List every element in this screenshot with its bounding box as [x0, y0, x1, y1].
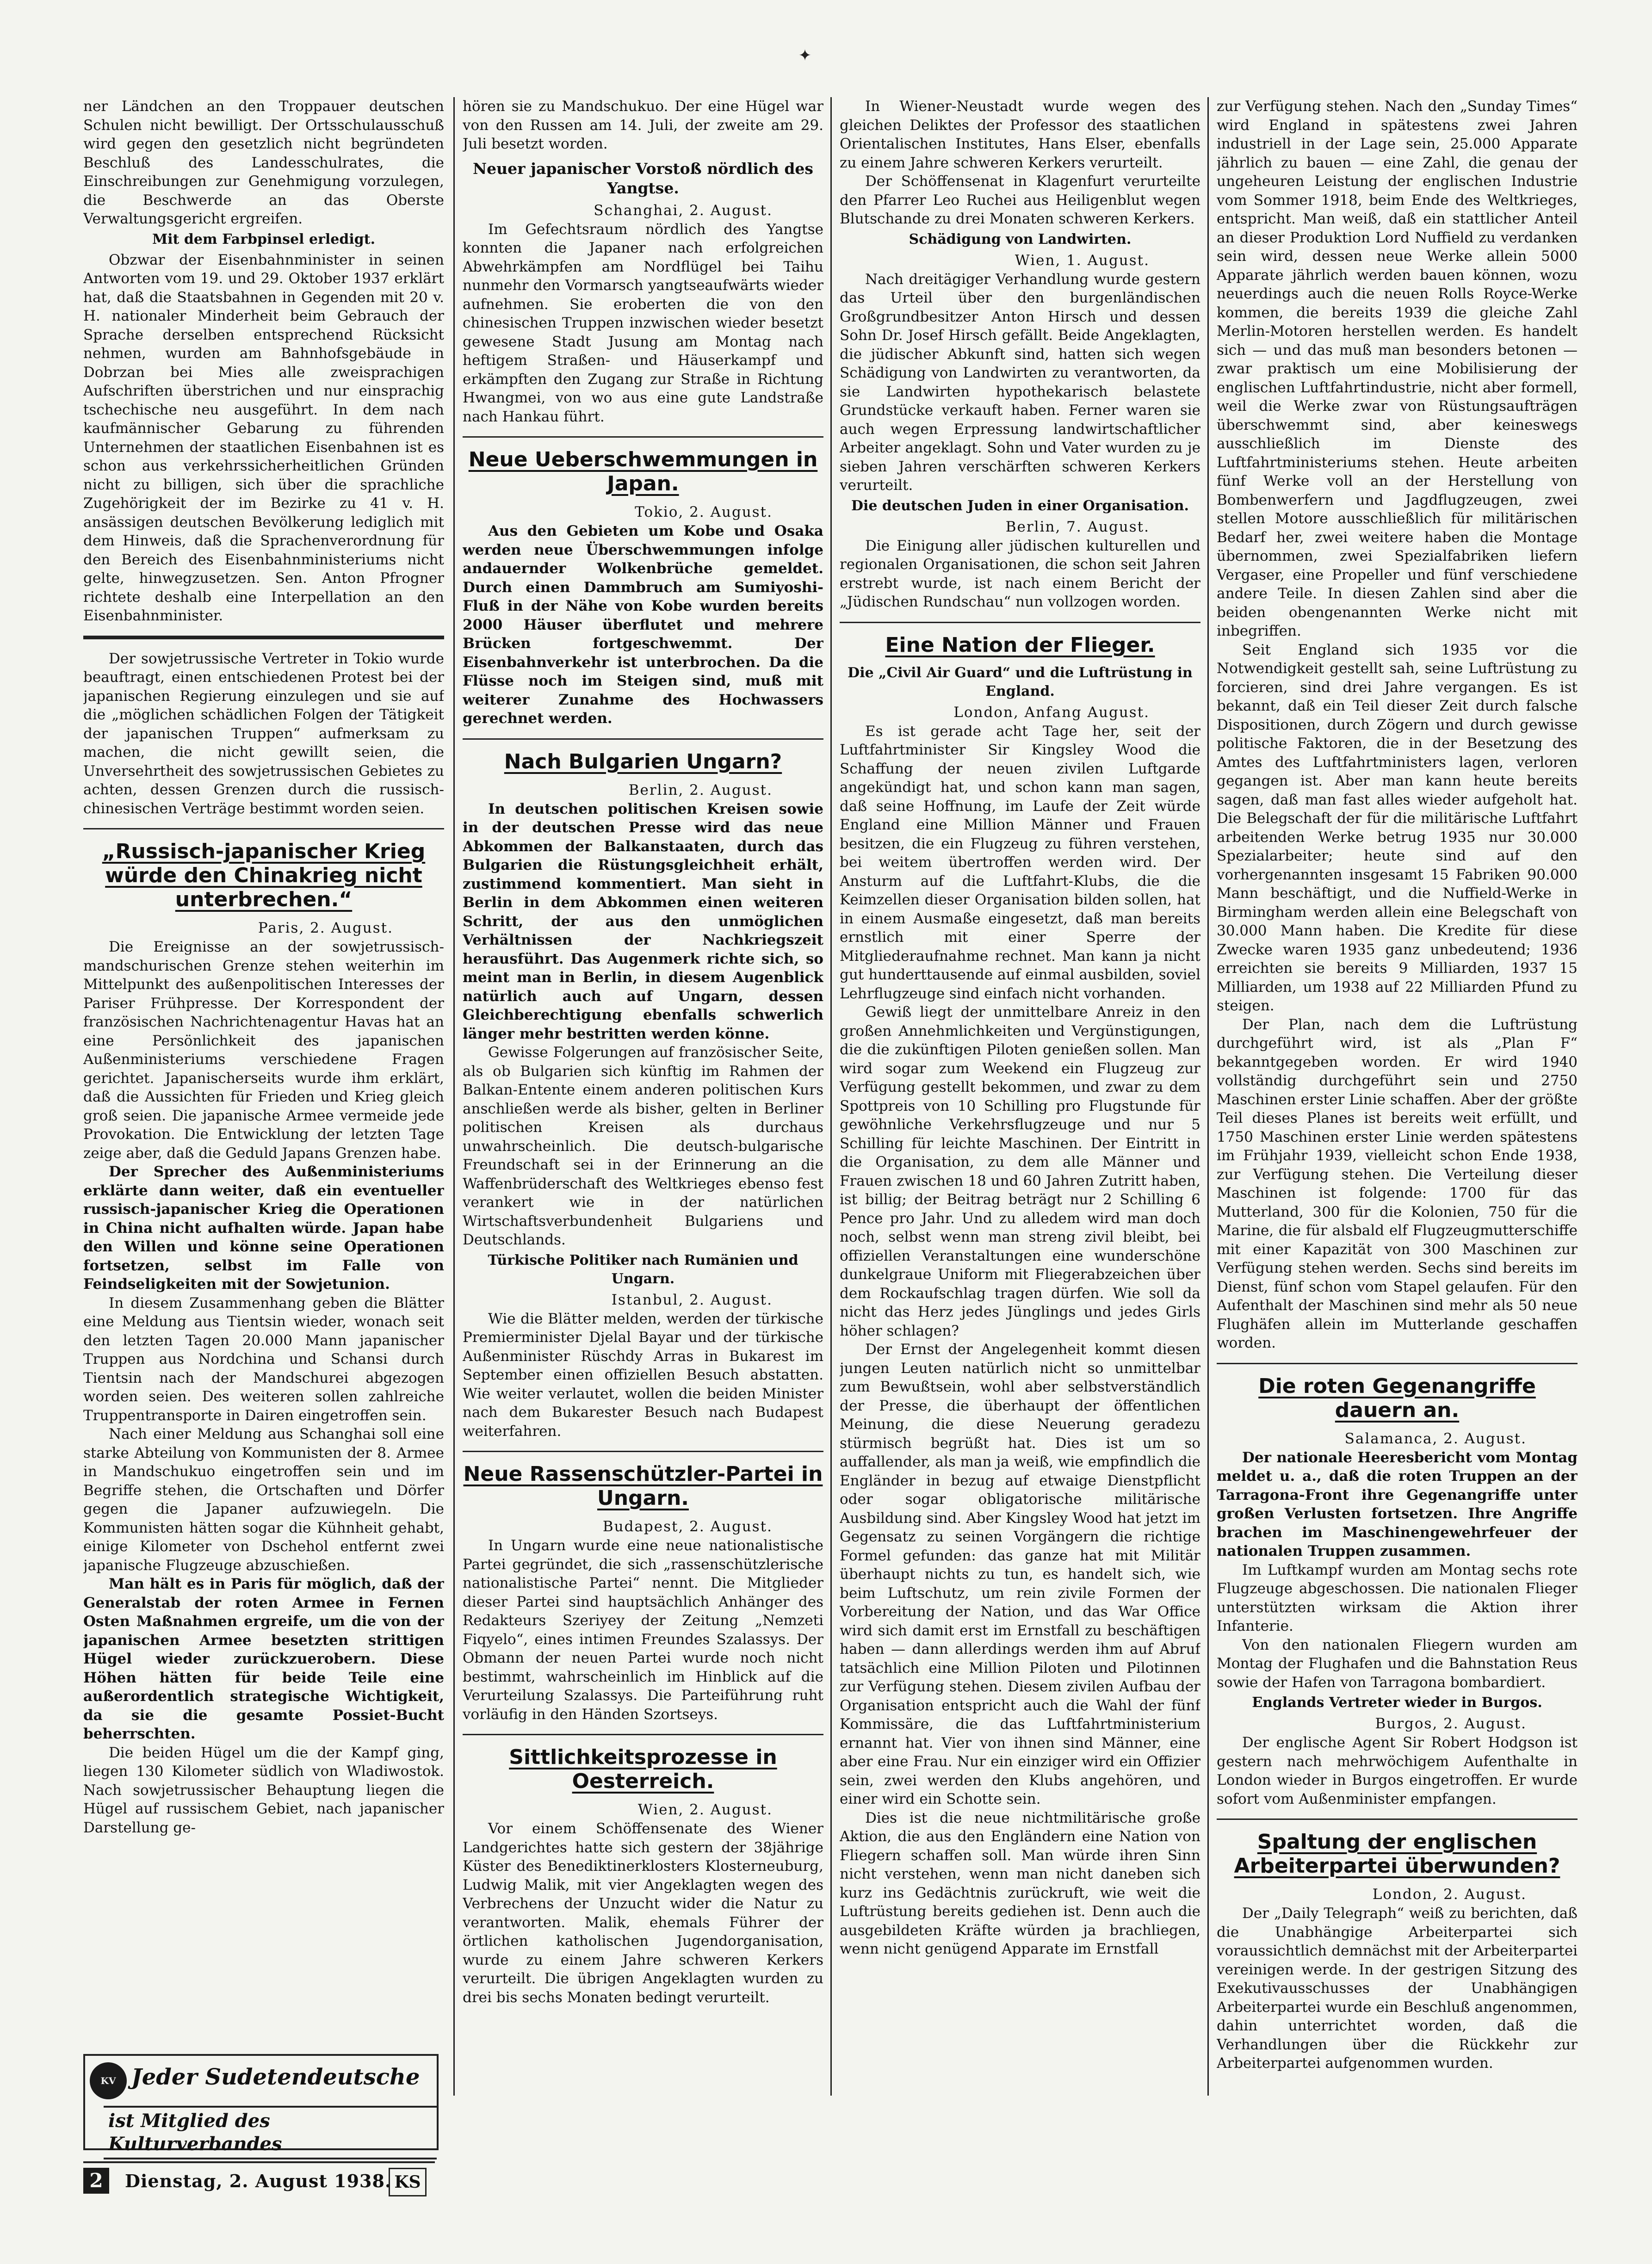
article-headline: „Russisch-japanischer Krieg würde den Chinakrieg nicht unterbrechen.“ — [102, 840, 426, 911]
column-3 — [840, 97, 1200, 2086]
banner-line-1: Jeder Sudetendeutsche — [131, 2064, 420, 2090]
article-text: Der Ernst der Angelegenheit kommt diesen jungen Leuten natürlich nicht so unmittelbar zum Bewußtsein, wohl aber selbstverständlich der Presse, die überhaupt der öffentlichen Meinung, die diese Neuerung geradezu stürmisch begrüßt hat. Dies ist um so auffallender, als man ja weiß, wie empfindlich die Engländer in bezug auf etwaige Dienstpflicht oder sogar obligatorische militärische Ausbildung sind. Aber Kingsley Wood hat jetzt im Gegensatz zu seinen Vorgängern die richtige Formel gefunden: das ganze hat mit Militär überhaupt nichts zu tun, es handelt sich, wie beim Luftschutz, um rein zivile Formen der Vorbereitung der Nation, und das War Office wird sich damit erst im Ernstfall zu beschäftigen haben — dann allerdings werden ihm auf Abruf tatsächlich eine Million Piloten und Pilotinnen zur Verfügung stehen. Diesem zivilen Aufbau der Organisation entspricht auch die Wahl der fünf Kommissäre, die das Luftfahrtministerium ernannt hat. Vier von ihnen sind Männer, eine aber eine Frau. Nur ein einziger wird ein Offizier sein, zwei werden den Klubs angehören, und einer wird ein Schotte sein. — [840, 1341, 1200, 1807]
article-text: Der Schöffensenat in Klagenfurt verurteilte den Pfarrer Leo Ruchei aus Heiligenblut wegen Blutschande zu drei Monaten schweren Kerkers. — [840, 173, 1200, 227]
article-headline: Mit dem Farbpinsel erledigt. — [152, 231, 376, 247]
article-dateline: Paris, 2. August. — [258, 920, 393, 936]
article-text: Seit England sich 1935 vor die Notwendigkeit gestellt sah, seine Luftrüstung zu forcieren, sind drei Jahre vergangen. Es ist bekannt, daß ein Teil dieser Zeit durch falsche Dispositionen, durch Zögern und durch gewisse politische Faktoren, die in der Besetzung des Amtes des Luftfahrtministers lagen, verloren gegangen ist. Aber man kann heute bereits sagen, daß man fast alles wieder aufgeholt hat. Die Belegschaft der für die militärische Luftfahrt arbeitenden Werke betrug 1935 nur 30.000 Spezialarbeiter; heute sind auf den vorhergenannten insgesamt 15 Fabriken 90.000 Mann beschäftigt, und die Nuffield-Werke in Birmingham werden allein eine Belegschaft von 30.000 Mann haben. Die Kredite für diese Zwecke waren 1935 ganz unbedeutend; 1936 erreichten sie bereits 9 Milliarden, 1937 15 Milliarden, um 1938 auf 22 Milliarden Pfund zu steigen. — [1217, 641, 1578, 1014]
article-text: Der „Daily Telegraph“ weiß zu berichten, daß die Unabhängige Arbeiterpartei sich voraussichtlich demnächst mit der Arbeiterpartei vereinigen werde. In der gestrigen Sitzung des Exekutivausschusses der Unabhängigen Arbeiterpartei wurde ein Beschluß angenommen, dahin unterrichtet worden, daß die Verhandlungen über die Rückkehr zur Arbeiterpartei aufgenommen wurden. — [1217, 1905, 1578, 2072]
banner-line-2: ist Mitglied des Kulturverbandes — [104, 2106, 437, 2159]
article-text: Vor einem Schöffensenate des Wiener Landgerichtes hatte sich gestern der 38jährige Küster des Benediktinerklosters Klosterneuburg, Ludwig Malik, mit vier Angeklagten wegen des Verbrechens der Unzucht wider die Natur zu verantworten. Malik, ehemals Führer der örtlichen katholischen Jugendorganisation, wurde zu einem Jahre schweren Kerkers verurteilt. Die übrigen Angeklagten wurden zu drei bis sechs Monaten bedingt verurteilt. — [463, 1820, 823, 2006]
article-dateline: Berlin, 2. August. — [628, 781, 773, 798]
article-text: Gewisse Folgerungen auf französischer Seite, als ob Bulgarien sich künftig im Rahmen der Balkan-Entente einem anderen politischen Kurs anschließen werde als bisher, gelten in Berliner politischen Kreisen als durchaus unwahrscheinlich. Die deutsch-bulgarische Freundschaft sei in der Erinnerung an die Waffenbrüderschaft des Weltkrieges ebenso fest verankert wie in der natürlichen Wirtschaftsverbundenheit Bulgariens und Deutschlands. — [463, 1044, 823, 1248]
article-text: Nach einer Meldung aus Schanghai soll eine starke Abteilung von Kommunisten der 8. Armee in Mandschukuo eingetroffen sein und im Begriffe stehen, die Ortschaften und Dörfer gegen die Japaner aufzuwiegeln. Die Kommunisten hätten sogar die Kühnheit gehabt, einige Kilometer von Dschehol entfernt zwei japanische Flugzeuge abzuschießen. — [83, 1426, 444, 1574]
article-text: In deutschen politischen Kreisen sowie in der deutschen Presse wird das neue Abkommen der Balkanstaaten, durch das Bulgarien die Rüstungsgleichheit erhält, zustimmend kommentiert. Man sieht in Berlin in dem Abkommen einen weiteren Schritt, der aus den unmöglichen Verhältnissen der Nachkriegszeit herausführt. Das Augenmerk richte sich, so meint man in Berlin, in diesem Augenblick natürlich auch auf Ungarn, dessen Gleichberechtigung ebenfalls schwerlich länger mehr bestritten werden könne. — [463, 800, 823, 1042]
article-text: Die beiden Hügel um die der Kampf ging, liegen 130 Kilometer südlich von Wladiwostok. Nach sowjetrussischer Behauptung liegen die Hügel auf russischem Gebiet, nach japanischer Darstellung ge- — [83, 1744, 444, 1836]
section-divider — [83, 828, 444, 829]
top-ornament: ✦ — [798, 46, 812, 65]
column-rule — [453, 97, 455, 2096]
article-text: Der englische Agent Sir Robert Hodgson ist gestern nach mehrwöchigem Aufenthalte in London wieder in Burgos eingetroffen. Er wurde sofort vom Außenminister empfangen. — [1217, 1734, 1578, 1807]
article-headline: Englands Vertreter wieder in Burgos. — [1252, 1695, 1542, 1711]
article-dateline: Istanbul, 2. August. — [611, 1291, 773, 1308]
article-dateline: Berlin, 7. August. — [1005, 518, 1150, 535]
page-footer — [83, 2054, 435, 2230]
article-text: Nach dreitägiger Verhandlung wurde gestern das Urteil über den burgenländischen Großgrundbesitzer Anton Hirsch und dessen Sohn Dr. Josef Hirsch gefällt. Beide Angeklagten, die jüdischer Abkunft sind, hatten sich wegen Schädigung von Landwirten zu verantworten, da sie Landwirten hypothekarisch belastete Grundstücke verkauft haben. Ferner waren sie auch wegen Erpressung landwirtschaftlicher Arbeiter angeklagt. Sohn und Vater wurden zu je sieben Jahren verschärften schweren Kerkers verurteilt. — [840, 271, 1200, 494]
article-text: Im Luftkampf wurden am Montag sechs rote Flugzeuge abgeschossen. Die nationalen Flieger unterstützten wirksam die Aktion ihrer Infanterie. — [1217, 1561, 1578, 1634]
article-text: Der nationale Heeresbericht vom Montag meldet u. a., daß die roten Truppen an der Tarragona-Front ihre Gegenangriffe unter großen Verlusten fortsetzen. Ihre Angriffe brachen im Maschinengewehrfeuer der nationalen Truppen zusammen. — [1217, 1449, 1578, 1559]
column-2 — [463, 97, 823, 2086]
seal-icon: KV — [90, 2062, 127, 2099]
article-headline: Schädigung von Landwirten. — [909, 231, 1132, 247]
article-headline: Neuer japanischer Vorstoß nördlich des Yangtse. — [473, 159, 813, 197]
article-text: hören sie zu Mandschukuo. Der eine Hügel war von den Russen am 14. Juli, der zweite am 29. Juli besetzt worden. — [463, 98, 823, 152]
article-dateline: Tokio, 2. August. — [635, 504, 773, 520]
article-headline: Türkische Politiker nach Rumänien und Ungarn. — [488, 1252, 798, 1287]
column-rule — [1207, 97, 1209, 2096]
section-divider — [463, 1734, 823, 1735]
article-headline: Spaltung der englischen Arbeiterpartei überwunden? — [1234, 1830, 1560, 1878]
section-divider — [83, 636, 444, 639]
page-number: 2 — [83, 2168, 109, 2194]
section-divider — [463, 738, 823, 740]
article-dateline: Salamanca, 2. August. — [1344, 1430, 1527, 1447]
article-dateline: Wien, 1. August. — [1015, 252, 1150, 269]
section-divider — [463, 436, 823, 438]
article-text: Dies ist die neue nichtmilitärische große Aktion, die aus den Engländern eine Nation von Fliegern schaffen soll. Man würde ihren Sinn nicht verstehen, wenn man nicht daneben sich kurz ins Gedächtnis zurückruft, wie weit die Luftrüstung bereits gediehen ist. Denn auch die ausgebildeten Kräfte würden ja brachliegen, wenn nicht genügend Apparate im Ernstfall — [840, 1809, 1200, 1957]
footer-strip — [83, 2161, 435, 2196]
article-headline: Nach Bulgarien Ungarn? — [504, 749, 782, 773]
article-dateline: Burgos, 2. August. — [1375, 1715, 1527, 1732]
article-text: Es ist gerade acht Tage her, seit der Luftfahrtminister Sir Kingsley Wood die Schaffung der neuen zivilen Luftgarde angekündigt hat, und schon kann man sagen, daß seine Hoffnung, im Laufe der Zeit würde England eine Million Männer und Frauen besitzen, die ein Flugzeug zu führen verstehen, bei weitem übertroffen werden wird. Der Ansturm auf die Luftfahrt-Klubs, die die Keimzellen dieser Organisation bilden sollen, hat in einem Ausmaße eingesetzt, daß man bereits ernstlich mit einer Sperre der Mitgliederaufnahme rechnet. Man kann ja nicht gut hunderttausende auf einmal ausbilden, soviel Lehrflugzeuge sind einfach nicht vorhanden. — [840, 723, 1200, 1002]
article-dateline: Budapest, 2. August. — [602, 1518, 773, 1535]
article-dateline: London, Anfang August. — [953, 704, 1150, 721]
article-text: Die Ereignisse an der sowjetrussisch-mandschurischen Grenze stehen weiterhin im Mittelpunkt des außenpolitischen Interesses der Pariser Frühpresse. Der Korrespondent der französischen Nachrichtenagentur Havas hat an eine Persönlichkeit des japanischen Außenministeriums verschiedene Fragen gerichtet. Japanischerseits wurde ihm erklärt, daß die Aussichten für Frieden und Krieg gleich groß seien. Die japanische Armee vermeide jede Provokation. Die Entwicklung der letzten Tage zeige aber, daß die Geduld Japans Grenzen habe. — [83, 939, 444, 1162]
article-headline: Neue Ueberschwemmungen in Japan. — [468, 448, 818, 495]
article-text: zur Verfügung stehen. Nach den „Sunday Times“ wird England in spätestens zwei Jahren industriell in der Lage sein, 25.000 Apparate jährlich zu bauen — eine Zahl, die genau der ungeheuren Leistung der englischen Industrie vom Sommer 1918, beim Ende des Weltkrieges, entspricht. Man weiß, daß ein stattlicher Anteil an dieser Produktion Lord Nuffield zu verdanken sein wird, dessen neue Werke allein 5000 Apparate jährlich werden bauen können, wozu neuerdings auch die neuen Rolls Royce-Werke kommen, die bereits 1939 die gleiche Zahl Merlin-Motoren herstellen werden. Es handelt sich — und das muß man besonders betonen — zwar praktisch um eine Mobilisierung der englischen Luftfahrtindustrie, nicht aber formell, weil die Werke zwar von Rüstungsaufträgen überschwemmt sind, aber keineswegs ausschließlich im Dienste des Luftfahrtministeriums stehen. Heute arbeiten fünf Werke voll an der Herstellung von Bombenwerfern und Jagdflugzeugen, zwei stellen Motore ausschließlich für militärischen Bedarf her, zwei weitere haben die Montage übernommen, zwei Spezialfabriken liefern Vergaser, eine Propeller und fünf verschiedene andere Teile. In diesen Zahlen sind aber die beiden obengenannten Werke nicht mit inbegriffen. — [1217, 98, 1578, 639]
article-text: In diesem Zusammenhang geben die Blätter eine Meldung aus Tientsin wieder, wonach seit den letzten Tagen 20.000 Mann japanischer Truppen aus Nordchina und Schansi durch Tientsin nach der Mandschurei abgezogen worden seien. Des weiteren sollen zahlreiche Truppentransporte in Dairen eingetroffen sein. — [83, 1294, 444, 1424]
kulturverband-banner — [83, 2054, 439, 2155]
column-1 — [83, 97, 444, 2040]
article-headline: Neue Rassenschützler-Partei in Ungarn. — [463, 1462, 823, 1510]
section-divider — [463, 1451, 823, 1452]
article-text: Aus den Gebieten um Kobe und Osaka werden neue Überschwemmungen infolge andauernder Wolkenbrüche gemeldet. Durch einen Dammbruch am Sumiyoshi-Fluß in der Nähe von Kobe wurden bereits 2000 Häuser überflutet und mehrere Brücken fortgeschwemmt. Der Eisenbahnverkehr ist unterbrochen. Da die Flüsse noch im Steigen sind, muß mit weiterer Zunahme des Hochwassers gerechnet werden. — [463, 523, 823, 727]
article-text: Von den nationalen Fliegern wurden am Montag der Flughafen und die Bahnstation Reus sowie der Hafen von Tarragona bombardiert. — [1217, 1636, 1578, 1691]
article-dateline: Schanghai, 2. August. — [594, 202, 773, 219]
article-dateline: London, 2. August. — [1372, 1886, 1527, 1903]
article-text: In Ungarn wurde eine neue nationalistische Partei gegründet, die sich „rassenschützlerische nationalistische Partei“ nennt. Die Mitglieder dieser Partei sind hauptsächlich Anhänger des Redakteurs Szeriyey der Zeitung „Nemzeti Fiqyelo“, eines intimen Freundes Szalassys. Der Obmann der neuen Partei wurde noch nicht bestimmt, wahrscheinlich im Hinblick auf die Verurteilung Szalassys. Die Parteiführung ruht vorläufig in den Händen Szortseys. — [463, 1537, 823, 1723]
section-divider — [840, 622, 1200, 623]
column-4 — [1217, 97, 1578, 2086]
article-text: Die Einigung aller jüdischen kulturellen und regionalen Organisationen, die schon seit Jahren erstrebt wurde, ist nach einem Bericht der „Jüdischen Rundschau“ nun vollzogen worden. — [840, 537, 1200, 610]
section-divider — [1217, 1363, 1578, 1364]
article-text: Obzwar der Eisenbahnminister in seinen Antworten vom 19. und 29. Oktober 1937 erklärt hat, daß die Staatsbahnen in Gegenden mit 20 v. H. nationaler Minderheit beim Gebrauch der Sprache derselben entsprechend Rücksicht nehmen, wurden am Bahnhofsgebäude in Dobrzan bei Mies alle zweisprachigen Aufschriften überstrichen und nur einsprachig tschechische neu ausgeführt. In dem nach kaufmännischer Gebarung zu führenden Unternehmen der staatlichen Eisenbahnen ist es schon aus verkehrssicherheitlichen Gründen nicht zu billigen, sich über die sprachliche Zugehörigkeit der im Bezirke zu 41 v. H. ansässigen deutschen Bevölkerung lediglich mit dem Hinweis, daß die Sprachenverordnung für den Bereich des Eisenbahnministeriums nicht gelte, hinwegzusetzen. Sen. Anton Pfrogner richtete deshalb eine Interpellation an den Eisenbahnminister. — [83, 251, 444, 624]
article-text: Der Sprecher des Außenministeriums erklärte dann weiter, daß ein eventueller russisch-japanischer Krieg die Operationen in China nicht aufhalten würde. Japan habe den Willen und könne seine Operationen fortsetzen, selbst im Falle von Feindseligkeiten mit der Sowjetunion. — [83, 1163, 444, 1293]
article-text: Der sowjetrussische Vertreter in Tokio wurde beauftragt, einen entschiedenen Protest bei der japanischen Regierung einzulegen und sie auf die „möglichen schädlichen Folgen der Tätigkeit der japanischen Truppen“ aufmerksam zu machen, die nicht gewillt seien, die Unversehrtheit des sowjetrussischen Gebietes zu achten, dessen Grenzen durch die russisch-chinesischen Verträge bestimmt worden seien. — [83, 650, 444, 817]
article-headline: Eine Nation der Flieger. — [885, 633, 1155, 657]
article-headline: Sittlichkeitsprozesse in Oesterreich. — [509, 1745, 777, 1793]
article-text: In Wiener-Neustadt wurde wegen des gleichen Deliktes der Professor des staatlichen Orientalischen Institutes, Hans Elser, ebenfalls zu einem Jahre schweren Kerkers verurteilt. — [840, 98, 1200, 171]
article-text: Gewiß liegt der unmittelbare Anreiz in den großen Annehmlichkeiten und Vergünstigungen, die die zukünftigen Piloten genießen sollen. Man wird sogar zum Weekend ein Flugzeug zur Verfügung gestellt bekommen, und zwar zu dem Spottpreis von 10 Schilling pro Flugstunde für gewöhnliche Verkehrsflugzeuge und nur 5 Schilling für leichte Maschinen. Der Eintritt in die Organisation, zu dem alle Männer und Frauen zwischen 18 und 60 Jahren Zutritt haben, ist billig; der Beitrag beträgt nur 2 Schilling 6 Pence pro Jahr. Und zu alledem wird man doch noch, selbst wenn man streng zivil bleibt, bei offiziellen Veranstaltungen eine wunderschöne dunkelgraue Uniform mit Fliegerabzeichen über dem Rockaufschlag tragen dürfen. Wie soll da nicht das Herz jedes Jünglings und jedes Girls höher schlagen? — [840, 1004, 1200, 1339]
article-text: ner Ländchen an den Troppauer deutschen Schulen nicht bewilligt. Der Ortsschulausschuß wird gegen den gesetzlich nicht begründeten Beschluß des Landesschulrates, die Einschreibungen zur Genehmigung vorzulegen, die Beschwerde an das Oberste Verwaltungsgericht ergreifen. — [83, 98, 444, 227]
article-text: Der Plan, nach dem die Luftrüstung durchgeführt wird, ist als „Plan F“ bekanntgegeben worden. Er wird 1940 vollständig durchgeführt sein und 2750 Maschinen erster Linie schaffen. Aber der größte Teil dieses Planes ist bereits weit erfüllt, und 1750 Maschinen erster Linie werden spätestens im Frühjahr 1939, vielleicht schon Ende 1938, zur Verfügung stehen. Die Verteilung dieser Maschinen ist folgende: 1700 für das Mutterland, 300 für die Kolonien, 750 für die Marine, die für alsbald elf Flugzeugmutterschiffe mit einer Kapazität von 300 Maschinen zur Verfügung stehen werden. Sechs sind bereits im Dienst, fünf schon vom Stapel gelaufen. Für den Aufenthalt der Maschinen sind mehr als 50 neue Flughäfen allein im Mutterlande geschaffen worden. — [1217, 1016, 1578, 1351]
column-rule — [830, 97, 832, 2096]
article-text: Man hält es in Paris für möglich, daß der Generalstab der roten Armee in Fernen Osten Maßnahmen ergreife, um die von der japanischen Armee besetzten strittigen Hügel wieder zurückzuerobern. Diese Höhen hätten für beide Teile eine außerordentlich strategische Wichtigkeit, da sie die gesamte Possiet-Bucht beherrschten. — [83, 1576, 444, 1742]
article-headline: Die deutschen Juden in einer Organisation. — [851, 497, 1189, 514]
article-text: Wie die Blätter melden, werden der türkische Premierminister Djelal Bayar und der türkische Außenminister Rüschdy Arras in Bukarest im September einen offiziellen Besuch abstatten. Wie weiter verlautet, wollen die beiden Minister nach dem Bukarester Besuch nach Budapest weiterfahren. — [463, 1310, 823, 1440]
article-headline: Die roten Gegenangriffe dauern an. — [1258, 1374, 1536, 1422]
article-subheadline: Die „Civil Air Guard“ und die Luftrüstung in England. — [848, 664, 1193, 699]
article-text: Im Gefechtsraum nördlich des Yangtse konnten die Japaner nach erfolgreichen Abwehrkämpfen am Nordflügel bei Taihu nunmehr den Vormarsch yangtseaufwärts wieder aufnehmen. Sie eroberten die von den chinesischen Truppen inzwischen wieder besetzt gewesene Stadt Jusung am Montag nach heftigem Straßen- und Häuserkampf und erkämpften den Zugang zur Straße in Richtung Hwangmei, von wo aus eine gute Landstraße nach Hankau führt. — [463, 221, 823, 425]
footer-emblem: KS — [389, 2168, 427, 2196]
footer-date: Dienstag, 2. August 1938. — [125, 2171, 392, 2191]
article-dateline: Wien, 2. August. — [637, 1801, 773, 1818]
section-divider — [1217, 1819, 1578, 1820]
